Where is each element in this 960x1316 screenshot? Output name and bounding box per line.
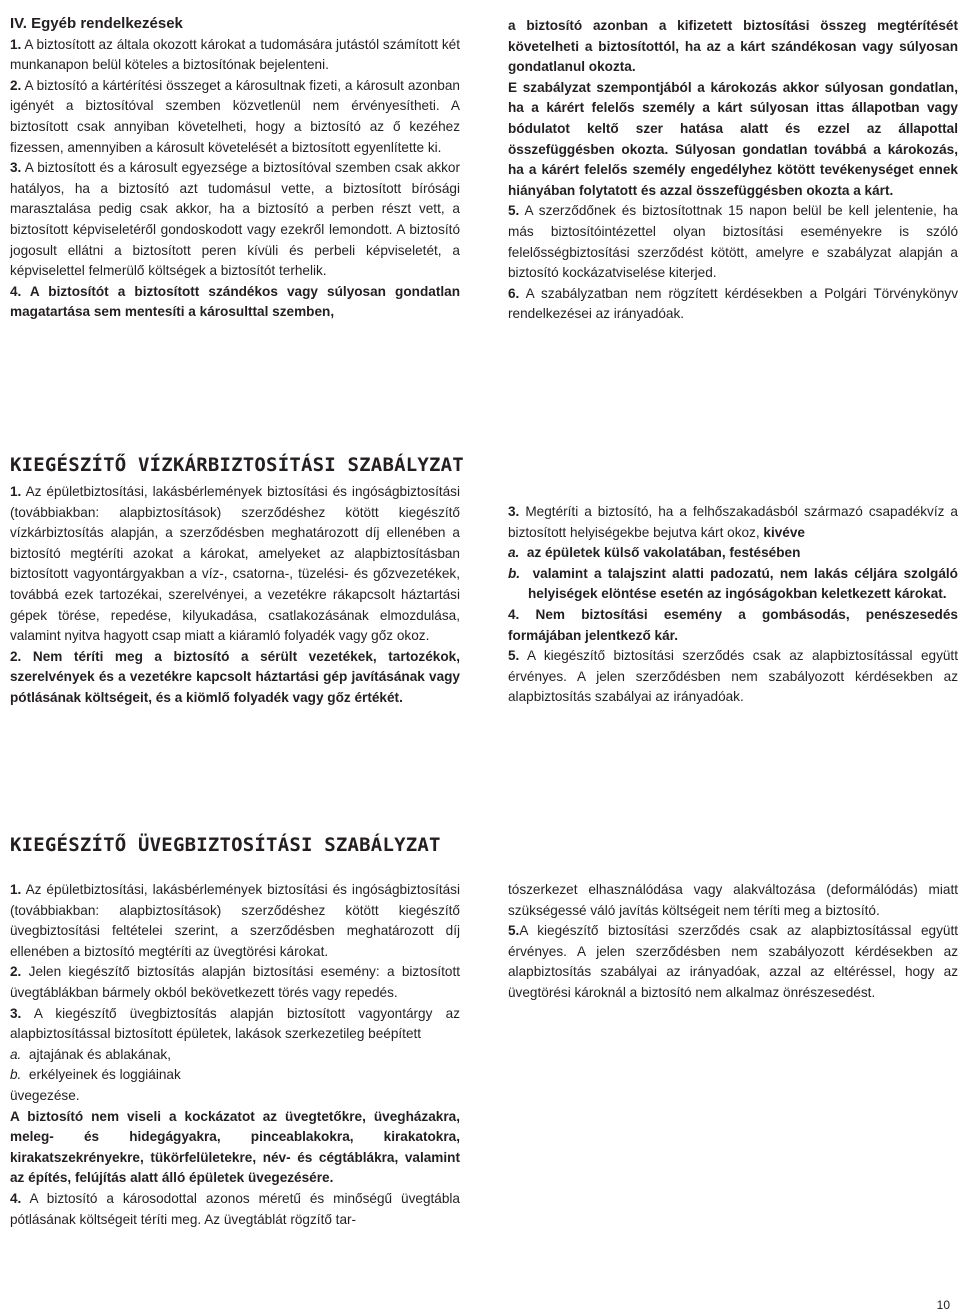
list-marker: b. [508,565,521,581]
section4-para-4 [10,282,460,323]
viz-exception-a [508,543,958,564]
viz-para-5 [508,646,958,708]
para-number: 3. [508,504,520,519]
para-number: 3. [10,160,22,176]
uveg-right-column [508,880,958,1004]
para-number: 4. [508,606,520,622]
para-number: 1. [10,882,22,897]
para-text: Az épületbiztosítási, lakásbérlemények biztosítási és ingóságbiztosítási (továbbiakban: alapbiztosítások) szerződéshez kötött kiegészítő üvegbiztosítási feltételei szerint, a szerződésben meghatározott díj ellenében a biztosító megtéríti az üvegtörési károkat. [10,882,460,959]
para-number: 2. [10,648,22,664]
para-text: Nem biztosítási esemény a gombásodás, penészesedés formájában jelentkező kár. [508,606,958,643]
list-marker: b. [10,1067,22,1083]
para-text: A biztosító a károsodottal azonos méretű és minőségű üvegtábla pótlásának költségeit téríti meg. Az üvegtáblát rögzítő tar- [10,1190,460,1227]
para-text: A biztosítót a biztosított szándékos vagy súlyosan gondatlan magatartása sem mentesíti a károsulttal szemben, [10,283,460,320]
list-text: erkélyeinek és loggiáinak [28,1067,181,1083]
viz-right-column [508,502,958,708]
para-text: Jelen kiegészítő biztosítás alapján biztosítási esemény: a biztosított üvegtáblákban bármely okból bekövetkezett törés vagy repedés. [10,964,460,1000]
para-number: 4. [10,283,22,299]
list-text: valamint a talajszint alatti padozatú, nem lakás céljára szolgáló helyiségek elöntése esetén az ingóságokban keletkezett károkat. [528,565,958,602]
para-number: 2. [10,77,22,93]
exception-word: kivéve [763,524,805,540]
para-text: A biztosított és a károsult egyezsége a biztosítóval szemben csak akkor hatályos, ha a biztosító azt tudomásul vette, a biztosított bírósági marasztalása pedig csak akkor, ha a biztosító a perben részt vett, a biztosított képviseletéről gondoskodott vagy ezekről lemondott. A biztosító jogosult ellátni a biztosított peren kívüli és perbeli képviseletét, a képviselettel felmerülő költségek a biztosítót terhelik. [10,160,460,279]
viz-para-3 [508,502,958,543]
list-marker: a. [508,545,520,561]
section4-left-column [10,14,460,323]
viz-exception-b [508,564,958,605]
para-text: A kiegészítő üvegbiztosítás alapján biztosított vagyontárgy az alapbiztosítással biztosított épületek, lakások szerkezetileg beépített [10,1005,460,1042]
section4-para-6 [508,284,958,325]
para-number: 3. [10,1005,22,1021]
para-number: 5. [508,923,520,939]
viz-para-1 [10,482,460,647]
section4-para-4-definition: E szabályzat szempontjából a károkozás akkor súlyosan gondatlan, ha a kárért felelős személy a kárt súlyosan ittas állapotban vagy bódulatot keltő szer hatása alatt és ezzel az állapottal összefüggésben okozta. Súlyosan gondatlan továbbá a károkozás, ha a kárért felelős személy engedélyhez kötött tevékenységet ennek hiányában folytatott és azzal összefüggésben okozta a kárt. [508,79,958,198]
para-number: 5. [508,203,520,219]
section4-para-2 [10,76,460,158]
section4-right-column [508,16,958,325]
para-number: 5. [508,648,520,664]
uveg-exclusion-para: A biztosító nem viseli a kockázatot az üvegtetőkre, üvegházakra, meleg- és hidegágyakra, pinceablakokra, kirakatokra, kirakatszekrényekre, tükörfelületekre, név- és cégtáblákra, valamint az építés, felújítás alatt álló épületek üvegezésére. [10,1108,460,1186]
section4-para-1 [10,35,460,76]
para-text: Megtéríti a biztosító, ha a felhőszakadásból származó csapadékvíz a biztosított helyiségekbe bejutva kárt okoz, [508,504,958,540]
uveg-item-a [10,1045,460,1066]
section4-title: IV. Egyéb rendelkezések [10,15,183,32]
list-text: az épületek külső vakolatában, festésében [526,545,801,561]
uveg-para-2 [10,962,460,1003]
uveg-after-list: üvegezése. [10,1087,80,1103]
list-text: ajtajának és ablakának, [28,1046,171,1062]
para-text: A kiegészítő biztosítási szerződés csak az alapbiztosítással együtt érvényes. A jelen szerződésben nem szabályozott kérdésekben az alapbiztosítás szabályai az irányadóak. [508,648,958,705]
viz-left-column [10,482,460,709]
section4-para-4-continued: a biztosító azonban a kifizetett biztosítási összeg megtérítését követelheti a biztosítottól, ha az a kárt szándékosan vagy súlyosan gondatlanul okozta. [508,18,958,75]
uveg-para-5 [508,921,958,1003]
para-text: A biztosító a kártérítési összeget a károsultnak fizeti, a károsult azonban igényét a biztosítóval szemben közvetlenül nem érvényesítheti. A biztosított csak annyiban követelheti, hogy a biztosító az ő kezéhez fizessen, amennyiben a károsult követelését a biztosított egyenlítette ki. [10,77,460,155]
para-number: 4. [10,1190,22,1206]
para-number: 2. [10,964,22,980]
uveg-item-b [10,1065,460,1086]
section4-para-5 [508,201,958,283]
uveg-section-title: KIEGÉSZÍTŐ ÜVEGBIZTOSÍTÁSI SZABÁLYZAT [10,834,441,856]
para-text: A kiegészítő biztosítási szerződés csak az alapbiztosítással együtt érvényes. A jelen szerződésben nem szabályozott kérdésekben az alapbiztosítás szabályai az irányadóak, azzal az eltéréssel, hogy az üvegtörési károknál a biztosító nem alkalmaz önrészesedést. [508,923,958,1000]
uveg-para-3 [10,1004,460,1045]
section4-para-3 [10,158,460,282]
para-text: Nem téríti meg a biztosító a sérült vezetékek, tartozékok, szerelvények és a vezetékre kapcsolt háztartási gép javításának vagy pótlásának költségeit, és a kiömlő folyadék vagy gőz értékét. [10,648,460,705]
para-text: A szabályzatban nem rögzített kérdésekben a Polgári Törvénykönyv rendelkezései az irányadóak. [508,285,958,322]
uveg-para-4 [10,1189,460,1230]
para-number: 6. [508,285,520,301]
uveg-para-1 [10,880,460,962]
viz-para-4 [508,605,958,646]
list-marker: a. [10,1046,22,1062]
uveg-left-column [10,880,460,1230]
para-number: 1. [10,484,22,499]
para-number: 1. [10,36,22,52]
para-text: A biztosított az általa okozott károkat a tudomására jutástól számított két munkanapon belül köteles a biztosítónak bejelenteni. [10,36,460,73]
para-text: A szerződőnek és biztosítottnak 15 napon belül be kell jelentenie, ha más biztosítóintézettel olyan biztosítási eseményekre is szóló felelősségbiztosítási szerződést kötött, amelyre e szabályzat alapján a biztosító kockázatviselése kiterjed. [508,203,958,281]
uveg-para-4-continued: tószerkezet elhasználódása vagy alakváltozása (deformálódás) miatt szükségessé váló javítás költségeit nem téríti meg a biztosító. [508,882,958,918]
para-text: Az épületbiztosítási, lakásbérlemények biztosítási és ingóságbiztosítási (továbbiakban: alapbiztosítások) szerződéshez kötött kiegészítő vízkárbiztosítás alapján, a szerződésben meghatározott díj ellenében a biztosító megtéríti azokat a károkat, amelyeket az alapbiztosításban biztosított vagyontárgyakban a víz-, csatorna-, tüzelési- és gőzvezetékek, továbbá ezek tartozékai, szerelvényei, a vezetékre rákapcsolt háztartási gépek törése, repedése, kilyukadása, csatlakozásának elmozdulása, valamint nyitva hagyott csap miatt a kiáramló folyadék vagy gőz okoz. [10,484,460,644]
viz-para-2 [10,647,460,709]
viz-section-title: KIEGÉSZÍTŐ VÍZKÁRBIZTOSÍTÁSI SZABÁLYZAT [10,454,464,476]
page-number: 10 [936,1298,950,1312]
